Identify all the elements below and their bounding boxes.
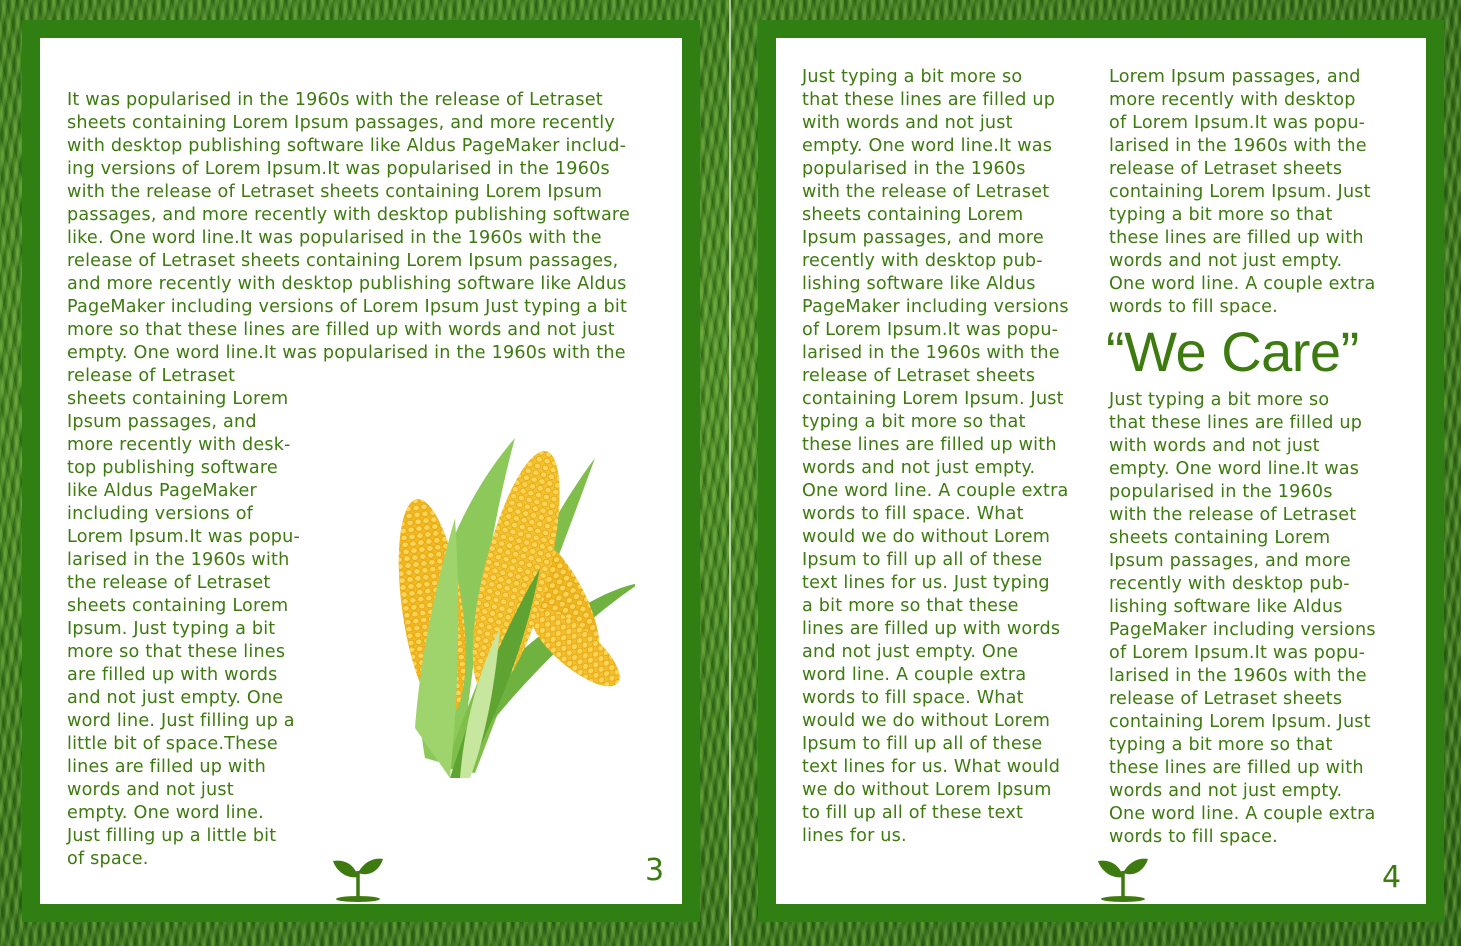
sprout-icon (331, 851, 385, 903)
left-paragraph-full-width: It was popularised in the 1960s with the release of Letraset sheets containing Lorem Ipsum passages, and more recently with desktop publishing software like Aldus PageMaker includ- ing versions of Lorem Ipsum.It was popularised in the 1960s with the release of Letraset sheets containing Lorem Ipsum passages, and more recently with desktop publishing software like. One word line.It was popularised in the 1960s with the release of Letraset sheets containing Lorem Ipsum passages, and more recently with desktop publishing software like Aldus PageMaker including versions of Lorem Ipsum Just typing a bit more so that these lines are filled up with words and not just empty. One word line.It was popularised in the 1960s with the (67, 90, 630, 363)
corn-icon (365, 398, 635, 778)
page-number: 4 (1382, 860, 1402, 895)
right-column-1: Just typing a bit more so that these lines are filled up with words and not just empty. One word line.It was popularised in the 1960s with the release of Letraset sheets containing Lorem Ipsum passages, and more recently with desktop pub- lishing software like Aldus PageMaker including versions of Lorem Ipsum.It was popu- larised in the 1960s with the release of Letraset sheets containing Lorem Ipsum. Just typing a bit more so that these lines are filled up with words and not just empty. One word line. A couple extra words to fill space. What would we do without Lorem Ipsum to fill up all of these text lines for us. Just typing a bit more so that these lines are filled up with words and not just empty. One word line. A couple extra words to fill space. What would we do without Lorem Ipsum to fill up all of these text lines for us. What would we do without Lorem Ipsum to fill up all of these text lines for us. (802, 67, 1069, 846)
left-paragraph-wrapped: release of Letraset sheets containing Lorem Ipsum passages, and more recently with desk- top publishing software like Aldus PageMaker including versions of Lorem Ipsum.It was popu- larised in the 1960s with the release of Letraset sheets containing Lorem Ipsum. Just typing a bit more so that these lines are filled up with words and not just empty. One word line. Just filling up a little bit of space.These lines are filled up with words and not just empty. One word line. Just filling up a little bit of space. (67, 366, 301, 869)
sprout-icon (1096, 851, 1150, 903)
right-column-2-top: Lorem Ipsum passages, and more recently with desktop of Lorem Ipsum.It was popu- larised in the 1960s with the release of Letraset sheets containing Lorem Ipsum. Just typing a bit more so that these lines are filled up with words and not just empty. One word line. A couple extra words to fill space. (1109, 67, 1376, 317)
left-page (40, 38, 682, 904)
right-page (776, 38, 1426, 904)
right-page-frame (758, 20, 1444, 922)
book-spine (729, 0, 731, 946)
right-column-2-bottom: Just typing a bit more so that these lines are filled up with words and not just empty. One word line.It was popularised in the 1960s with the release of Letraset sheets containing Lorem Ipsum passages, and more recently with desktop pub- lishing software like Aldus PageMaker including versions of Lorem Ipsum.It was popu- larised in the 1960s with the release of Letraset sheets containing Lorem Ipsum. Just typing a bit more so that these lines are filled up with words and not just empty. One word line. A couple extra words to fill space. (1109, 390, 1376, 847)
page-number: 3 (645, 853, 665, 888)
pull-quote: “We Care” (1106, 320, 1359, 383)
left-page-frame (22, 20, 700, 922)
